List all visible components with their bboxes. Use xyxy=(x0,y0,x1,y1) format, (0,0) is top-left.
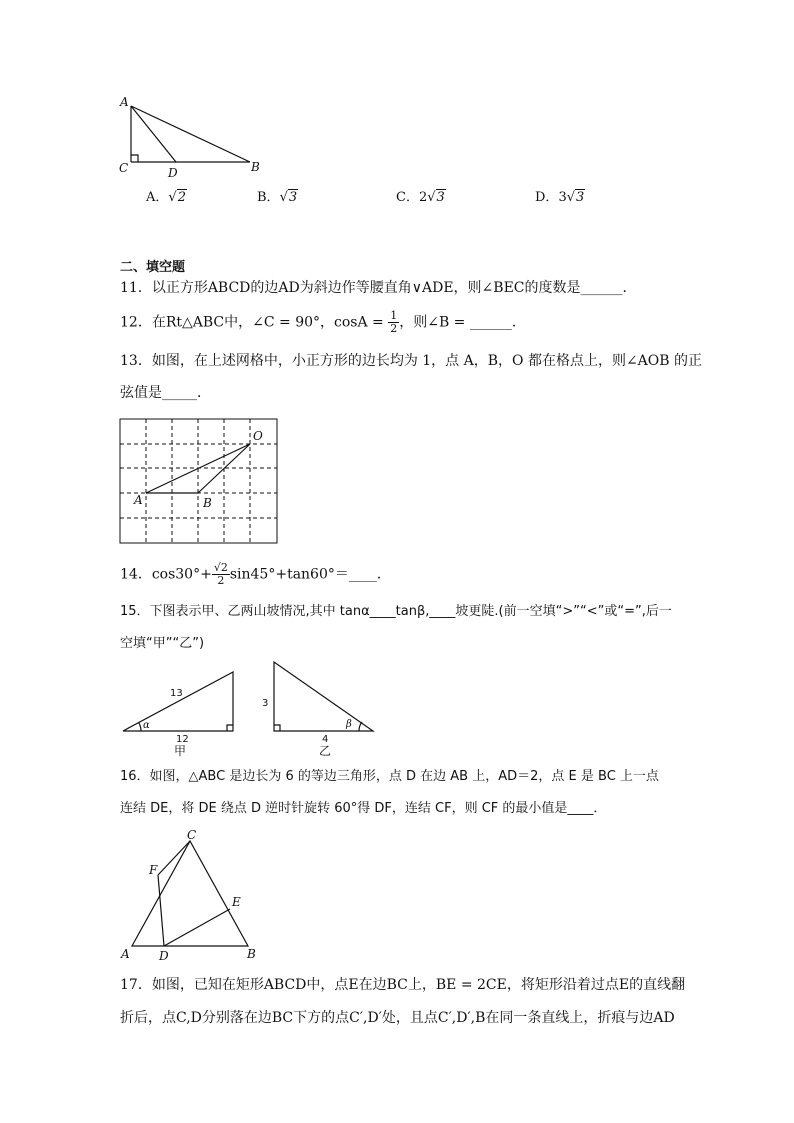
q12-numerator: 1 xyxy=(390,309,398,322)
question-15-line-1: 15．下图表示甲、乙两山坡情况,其中 tanα____tanβ,____坡更陡.(前一空填“>”“<”或“=”,后一 xyxy=(120,604,672,619)
q10-label-a: A xyxy=(120,95,129,109)
q10-label-d: D xyxy=(168,166,178,180)
choice-radicand: 3 xyxy=(436,190,445,205)
q15-yi-name: 乙 xyxy=(319,744,332,758)
q15-jia-name: 甲 xyxy=(174,744,187,758)
q13-label-o: O xyxy=(253,429,263,443)
q14-denominator: 2 xyxy=(217,574,225,587)
q10-choice-d: D．3√3 xyxy=(535,190,585,205)
choice-radicand: 3 xyxy=(576,190,585,205)
choice-letter: C． xyxy=(396,190,419,205)
q15-yi-side: 3 xyxy=(262,698,269,709)
q12-denominator: 2 xyxy=(390,322,398,335)
question-13-line-2: 弦值是_____． xyxy=(120,385,211,401)
q15-jia-base: 12 xyxy=(176,734,189,745)
q16-label-d: D xyxy=(159,949,169,963)
question-17-line-1: 17．如图，已知在矩形ABCD中，点E在边BC上，BE = 2CE，将矩形沿着过点E的直线翻 xyxy=(120,977,686,993)
q16-segment-de xyxy=(164,909,230,946)
q14-suffix: sin45°+tan60°＝____． xyxy=(229,566,391,583)
choice-coef: 2 xyxy=(418,190,428,205)
q16-triangle-abc xyxy=(132,841,248,946)
q13-label-a: A xyxy=(134,493,143,507)
q16-label-e: E xyxy=(232,895,241,909)
q16-label-f: F xyxy=(149,863,158,877)
choice-coef: 3 xyxy=(558,190,567,205)
q15-jia-hypotenuse: 13 xyxy=(170,688,183,699)
question-16-line-2: 连结 DE，将 DE 绕点 D 逆时针旋转 60°得 DF，连结 CF，则 CF 的最小值是____． xyxy=(120,801,607,816)
q16-lines xyxy=(132,841,248,946)
question-17-line-2: 折后，点C,D分别落在边BC下方的点C′,D′处，且点C′,D′,B在同一条直线上，折痕与边AD xyxy=(120,1010,675,1026)
q13-label-b: B xyxy=(203,496,212,510)
q10-choice-a: A．√2 xyxy=(146,190,186,205)
q16-segment-df xyxy=(158,875,164,946)
q15-jia-angle: α xyxy=(143,720,150,731)
question-13-line-1: 13．如图，在上述网格中，小正方形的边长均为 1，点 A，B，O 都在格点上，则∠AOB 的正 xyxy=(120,353,703,369)
q16-label-b: B xyxy=(247,947,256,961)
q14-numerator: √2 xyxy=(213,561,228,574)
q10-choice-c: C．2√3 xyxy=(396,190,445,205)
q10-choice-b: B．√3 xyxy=(257,190,298,205)
q12-suffix: ，则∠B = ______． xyxy=(399,314,526,331)
choice-radicand: 2 xyxy=(177,190,186,205)
q14-prefix: 14．cos30°+ xyxy=(120,566,212,583)
choice-letter: B． xyxy=(257,190,280,205)
q15-yi-angle: β xyxy=(346,719,352,730)
question-15-line-2: 空填“甲”“乙”) xyxy=(120,636,205,651)
choice-radicand: 3 xyxy=(288,190,298,205)
q16-label-c: C xyxy=(187,828,197,842)
question-16-line-1: 16．如图，△ABC 是边长为 6 的等边三角形，点 D 在边 AB 上，AD＝2，点 E 是 BC 上一点 xyxy=(120,769,659,784)
question-11: 11．以正方形ABCD的边AD为斜边作等腰直角∨ADE，则∠BEC的度数是______． xyxy=(120,280,637,296)
q15-yi-base: 4 xyxy=(322,734,329,745)
q10-label-c: C xyxy=(119,161,129,175)
section-title: 二、填空题 xyxy=(120,260,186,275)
q10-label-b: B xyxy=(251,160,260,174)
q16-label-a: A xyxy=(121,947,130,961)
choice-letter: D． xyxy=(535,190,559,205)
q12-prefix: 12．在Rt△ABC中，∠C = 90°，cosA = xyxy=(120,314,384,331)
choice-letter: A． xyxy=(146,190,169,205)
